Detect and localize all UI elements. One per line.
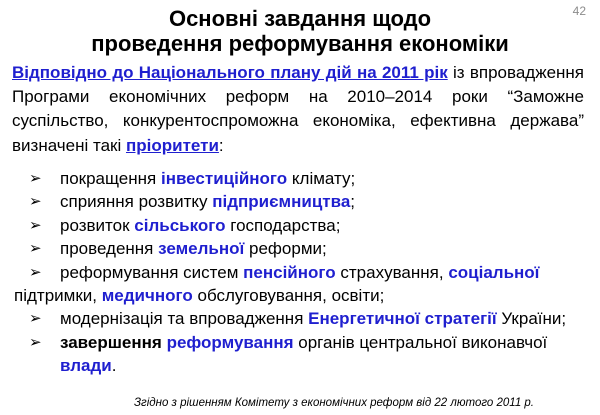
item-text: сприяння розвитку (60, 192, 213, 212)
item-text: модернізація та впровадження (60, 309, 309, 329)
slide-title (0, 6, 600, 56)
intro-paragraph (12, 61, 584, 158)
item-highlight: підприємництва (212, 192, 351, 212)
list-item (12, 261, 587, 308)
arrow-bullet-icon: ➢ (29, 216, 42, 234)
footnote: Згідно з рішенням Комітету з економічних реформ від 22 лютого 2011 р. (133, 397, 534, 409)
intro-text-2: : (218, 135, 224, 155)
arrow-bullet-icon: ➢ (29, 240, 42, 258)
slide-number: 42 (572, 4, 586, 18)
title-line-2: проведення реформування економіки (91, 31, 509, 56)
item-text: реформування систем (60, 262, 244, 282)
item-highlight: влади (60, 356, 112, 376)
item-text: покращення (60, 169, 161, 188)
item-text: проведення (60, 239, 159, 259)
arrow-bullet-icon: ➢ (29, 263, 42, 281)
arrow-bullet-icon: ➢ (29, 170, 42, 187)
priorities-link[interactable]: пріоритети (125, 135, 219, 155)
item-highlight: Енергетичної стратегії (308, 309, 497, 329)
item-highlight: соціальної (448, 262, 540, 282)
item-highlight: реформування (166, 332, 294, 352)
list-item (12, 307, 587, 330)
title-line-1: Основні завдання щодо (168, 6, 432, 31)
arrow-bullet-icon: ➢ (29, 310, 42, 328)
item-text: страхування, (335, 262, 449, 282)
item-bold: завершення (60, 332, 162, 352)
item-text: України; (496, 309, 567, 329)
item-highlight: медичного (101, 286, 193, 306)
item-text: підтримки, (14, 286, 102, 306)
item-text: ; (350, 192, 356, 212)
item-text: органів центральної виконавчої (293, 332, 548, 352)
item-text: господарства; (225, 215, 341, 235)
item-text: клімату; (287, 169, 356, 188)
arrow-bullet-icon: ➢ (29, 193, 42, 211)
list-item (12, 214, 587, 237)
list-item (12, 190, 587, 213)
arrow-bullet-icon: ➢ (29, 333, 42, 351)
list-item (12, 167, 587, 190)
item-highlight: земельної (158, 239, 245, 259)
priorities-list (12, 167, 587, 378)
item-highlight: сільського (134, 215, 226, 235)
item-highlight: інвестиційного (160, 169, 288, 188)
item-text: обслуговування, освіти; (192, 286, 385, 306)
item-text: . (111, 356, 117, 376)
national-plan-link[interactable]: Відповідно до Національного плану дій на 2011 рік (12, 63, 448, 82)
item-text: реформи; (244, 239, 327, 259)
item-text: розвиток (60, 215, 135, 235)
list-item (12, 331, 587, 378)
item-highlight: пенсійного (243, 262, 336, 282)
list-item (12, 237, 587, 260)
intro-text-1: із впровадження Програми економічних реформ на 2010–2014 роки “Заможне суспільство, конкурентоспроможна економіка, ефективна держава” визначені такі (12, 63, 584, 155)
